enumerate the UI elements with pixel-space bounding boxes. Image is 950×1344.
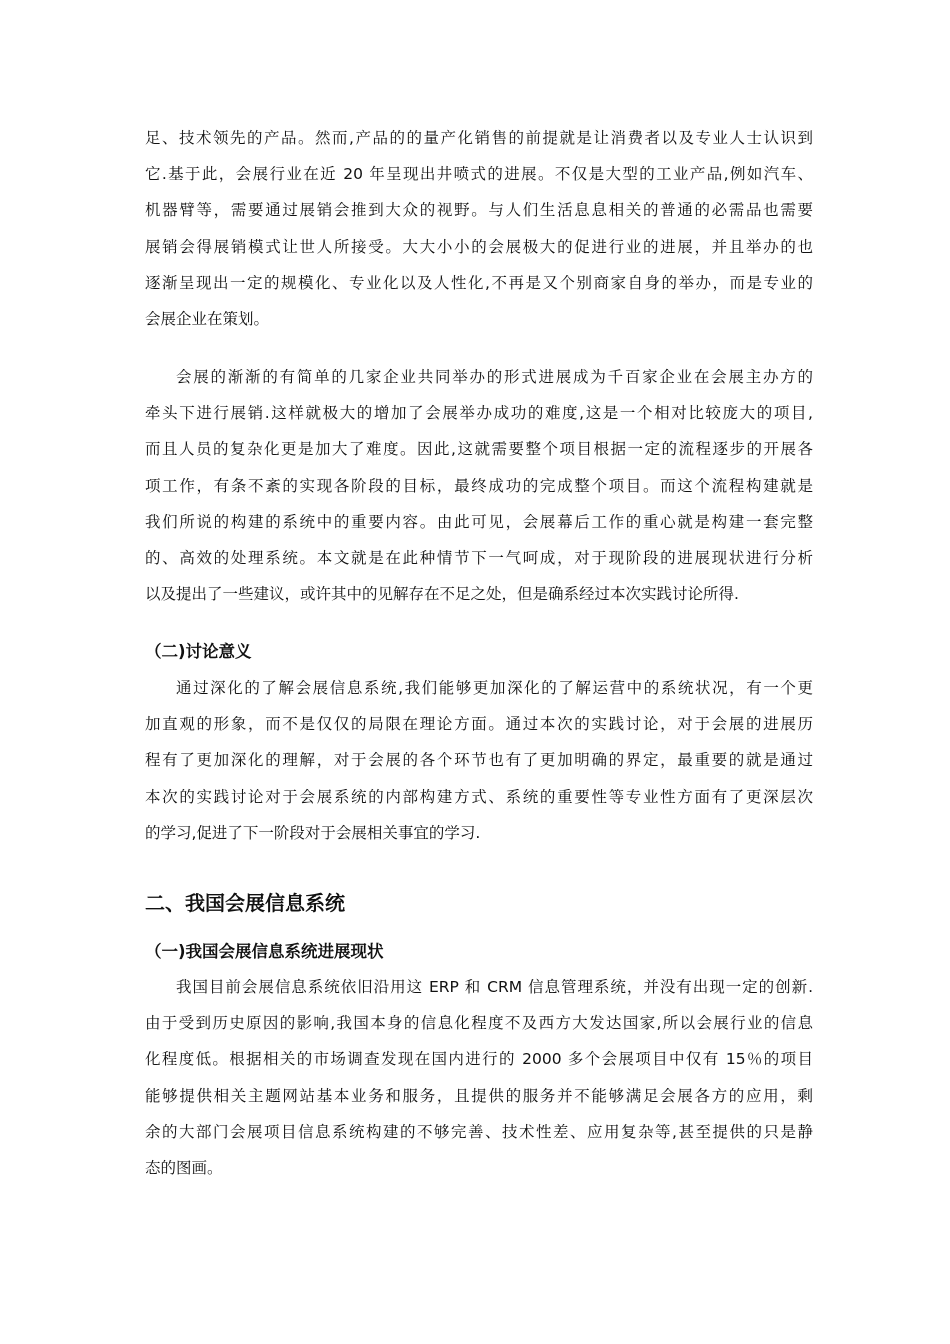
text-line: 余的大部门会展项目信息系统构建的不够完善、技术性差、应用复杂等,甚至提供的只是静 [145,1122,813,1141]
text-line: 本次的实践讨论对于会展系统的内部构建方式、系统的重要性等专业性方面有了更深层次 [145,787,813,806]
paragraph-development-status [145,969,813,1186]
subheading-research-significance: （二)讨论意义 [145,642,252,661]
text-line: 展销会得展销模式让世人所接受。大大小小的会展极大的促进行业的进展，并且举办的也 [145,237,813,256]
text-line: 机器臂等，需要通过展销会推到大众的视野。与人们生活息息相关的普通的必需品也需要 [145,201,813,220]
text-line: 加直观的形象，而不是仅仅的局限在理论方面。通过本次的实践讨论，对于会展的进展历 [145,715,813,734]
text-line: 程有了更加深化的理解，对于会展的各个环节也有了更加明确的界定，最重要的就是通过 [145,751,813,770]
text-line: 通过深化的了解会展信息系统,我们能够更加深化的了解运营中的系统状况，有一个更 [176,679,813,697]
text-line: 它.基于此，会展行业在近 20 年呈现出井喷式的进展。不仅是大型的工业产品,例如汽车、 [145,165,813,184]
text-line: 会展企业在策划。 [145,310,270,329]
text-line: 我们所说的构建的系统中的重要内容。由此可见，会展幕后工作的重心就是构建一套完整 [145,512,813,531]
text-line: 牵头下进行展销.这样就极大的增加了会展举办成功的难度,这是一个相对比较庞大的项目, [145,404,813,423]
text-line: 的、高效的处理系统。本文就是在此种情节下一气呵成，对于现阶段的进展现状进行分析 [145,549,813,568]
text-line: 由于受到历史原因的影响,我国本身的信息化程度不及西方大发达国家,所以会展行业的信息 [145,1014,813,1033]
text-line: 逐渐呈现出一定的规模化、专业化以及人性化,不再是又个别商家自身的举办，而是专业的 [145,273,813,292]
text-line: 会展的渐渐的有简单的几家企业共同举办的形式进展成为千百家企业在会展主办方的 [176,368,813,386]
text-line: 能够提供相关主题网站基本业务和服务，且提供的服务并不能够满足会展各方的应用，剩 [145,1086,813,1105]
subheading-development-status: （一)我国会展信息系统进展现状 [145,942,384,961]
text-line: 化程度低。根据相关的市场调查发现在国内进行的 2000 多个会展项目中仅有 15％的项目 [145,1050,813,1069]
text-line: 项工作，有条不紊的实现各阶段的目标，最终成功的完成整个项目。而这个流程构建就是 [145,476,813,495]
paragraph-exhibition-process [145,359,813,612]
text-line: 足、技术领先的产品。然而,产品的的量产化销售的前提就是让消费者以及专业人士认识到 [145,129,813,147]
paragraph-research-significance [145,670,813,851]
text-line: 态的图画。 [145,1159,223,1178]
text-line: 我国目前会展信息系统依旧沿用这 ERP 和 CRM 信息管理系统，并没有出现一定的创新. [176,978,813,996]
text-line: 以及提出了一些建议，或许其中的见解存在不足之处，但是确系经过本次实践讨论所得. [145,585,739,604]
paragraph-exhibition-industry [145,120,813,337]
section-heading: 二、我国会展信息系统 [145,891,345,915]
text-line: 的学习,促进了下一阶段对于会展相关事宜的学习. [145,823,481,842]
text-line: 而且人员的复杂化更是加大了难度。因此,这就需要整个项目根据一定的流程逐步的开展各 [145,440,813,459]
